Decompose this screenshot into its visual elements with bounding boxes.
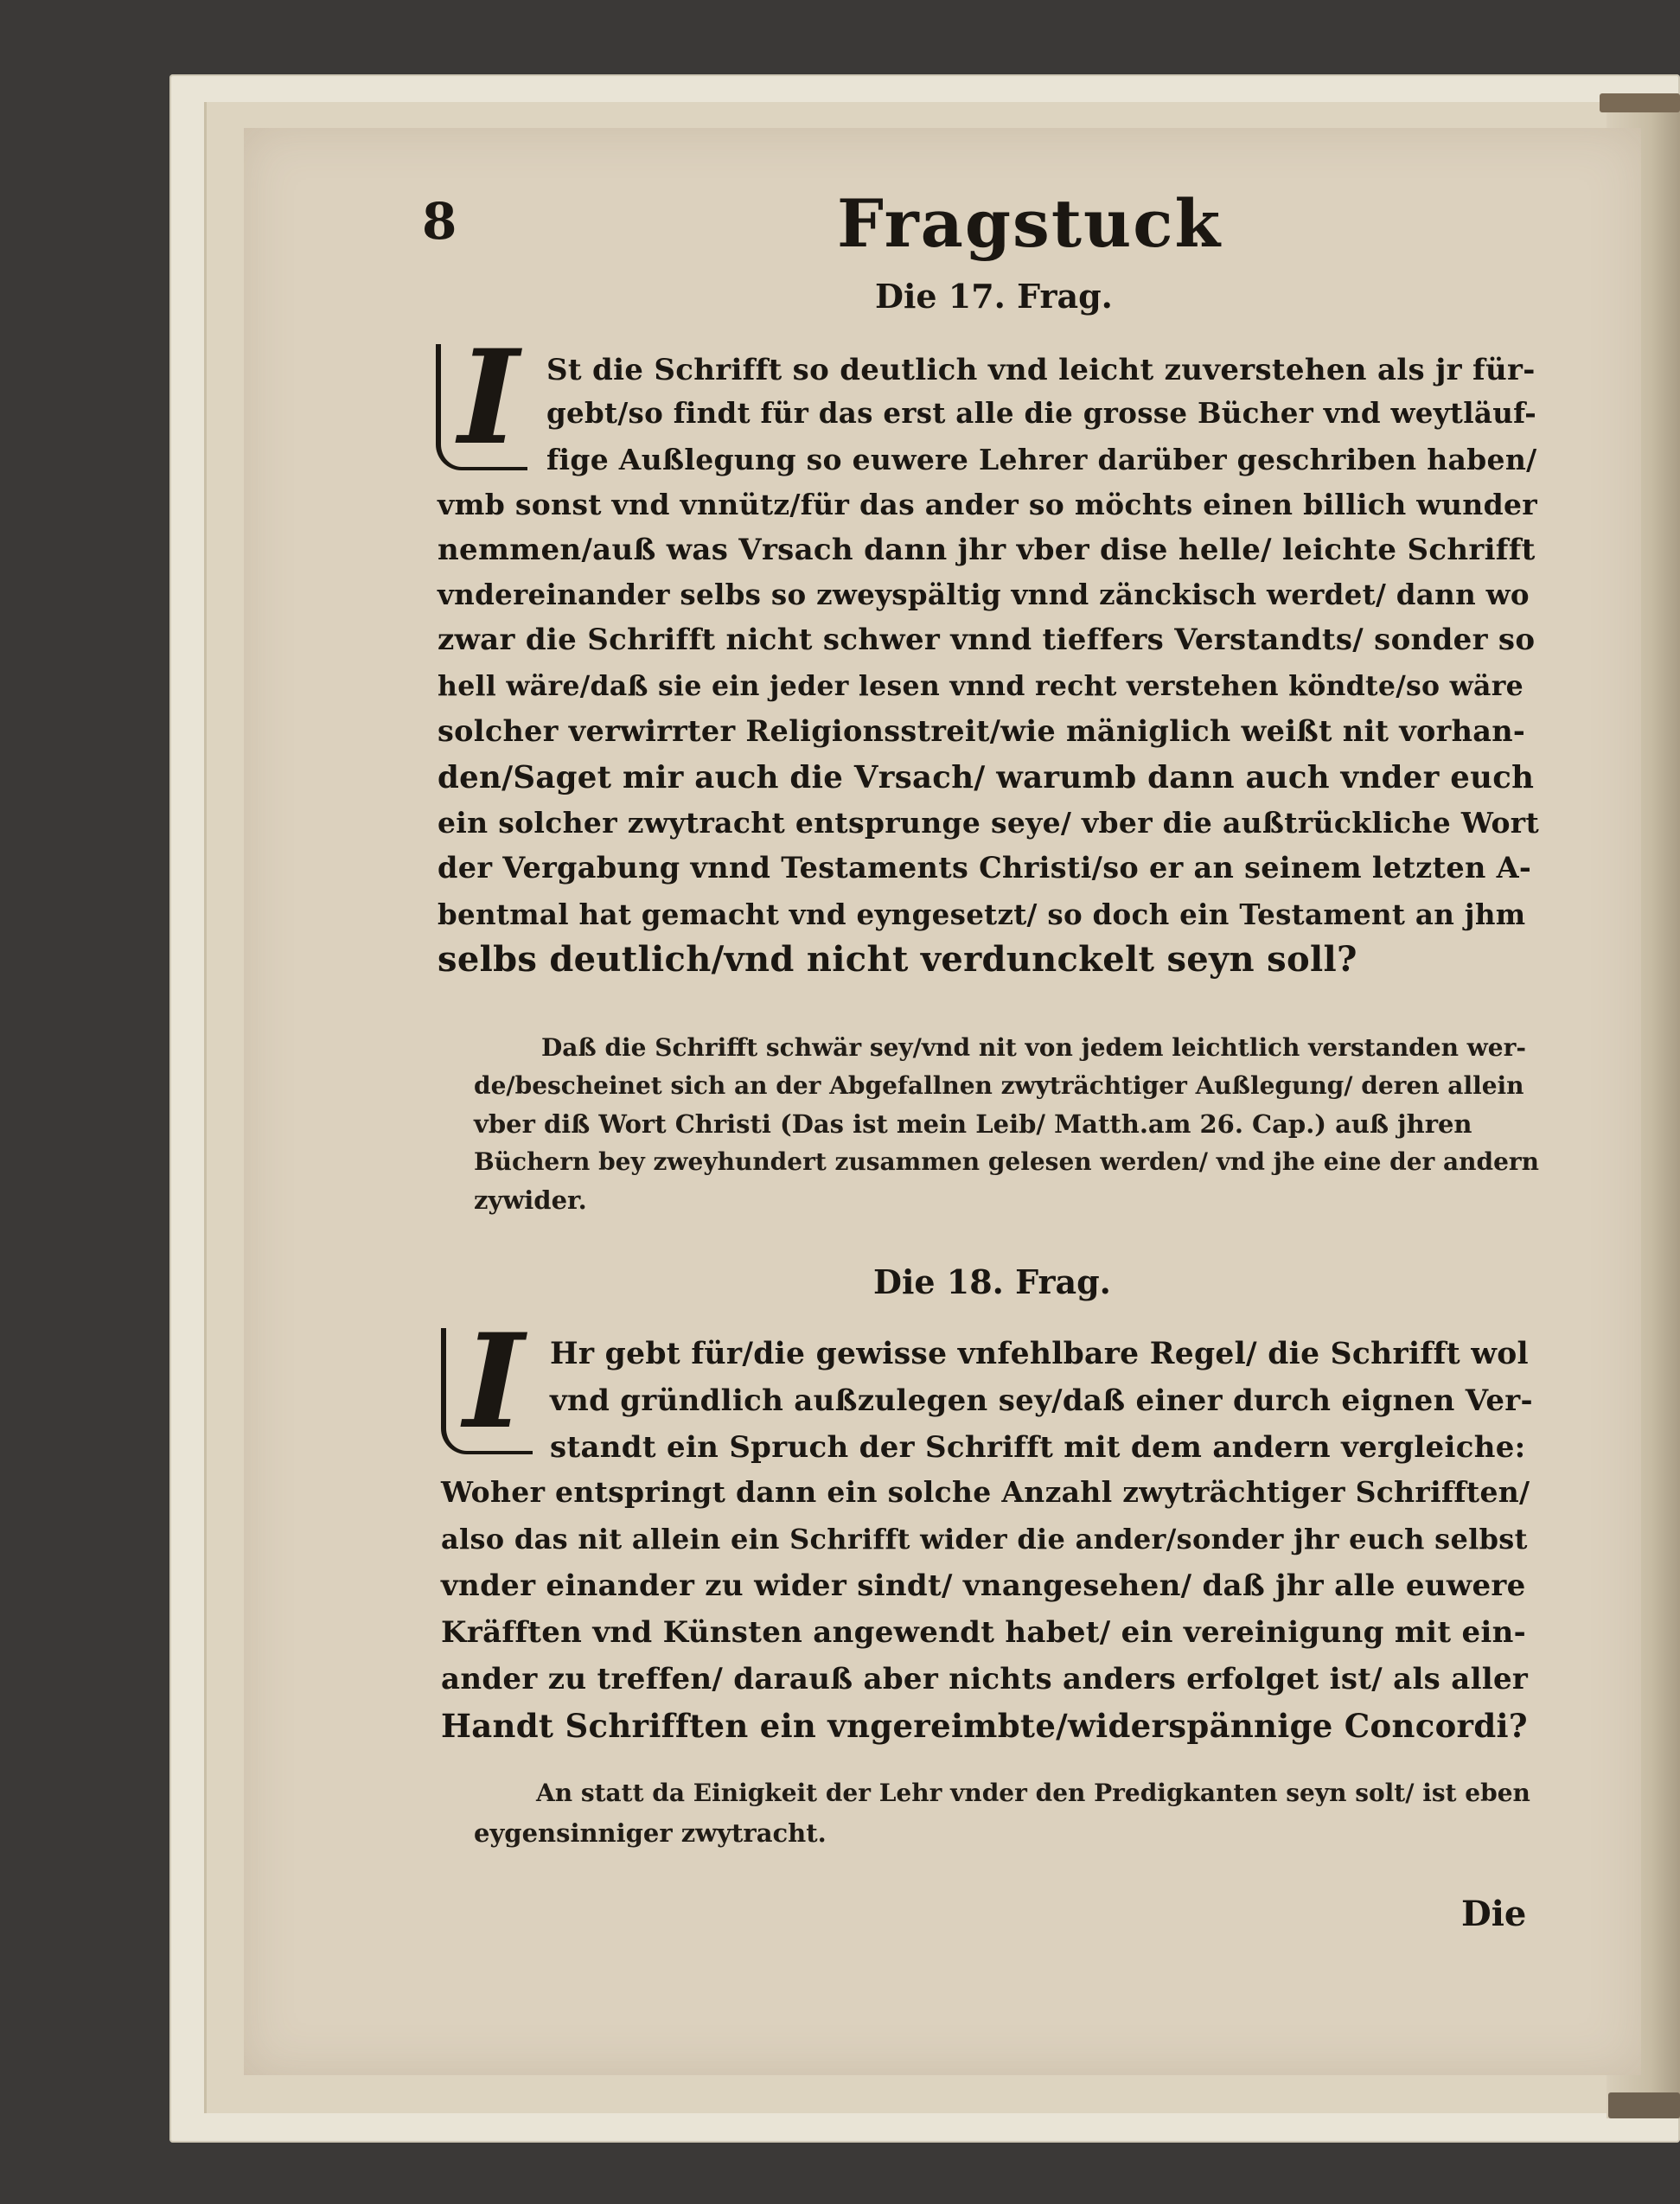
text-line: der Vergabung vnnd Testaments Christi/so er an seinem letzten A- [438,851,1532,885]
decorative-initial: I [463,1306,525,1458]
text-line: den/Saget mir auch die Vrsach/ warumb dann auch vnder euch [438,760,1535,795]
text-line: ein solcher zwytracht entsprunge seye/ vber die außtrückliche Wort [438,806,1540,840]
text-line: ander zu treffen/ darauß aber nichts anders erfolget ist/ als aller [441,1662,1529,1696]
text-line: selbs deutlich/vnd nicht verdunckelt seyn soll? [438,939,1357,980]
question-17-heading: Die 17. Frag. [875,277,1113,316]
text-line: Kräfften vnd Künsten angewendt habet/ ein vereinigung mit ein- [441,1615,1527,1650]
text-line: nemmen/auß was Vrsach dann jhr vber dise helle/ leichte Schrifft [438,533,1536,567]
text-line: vnder einander zu wider sindt/ vnangesehen/ daß jhr alle euwere [441,1568,1526,1603]
note-line: de/bescheinet sich an der Abgefallnen zwyträchtiger Außlegung/ deren allein [474,1071,1524,1100]
text-line: St die Schrifft so deutlich vnd leicht zuverstehen als jr für- [546,353,1536,387]
text-line: hell wäre/daß sie ein jeder lesen vnnd recht verstehen köndte/so wäre [438,670,1523,702]
page-number: 8 [422,192,457,251]
text-line: Hr gebt für/die gewisse vnfehlbare Regel/ die Schrifft wol [550,1337,1529,1371]
binding-clasp-top [1600,93,1680,112]
binding-clasp-bottom [1608,2092,1680,2118]
text-line: bentmal hat gemacht vnd eyngesetzt/ so doch ein Testament an jhm [438,898,1526,931]
text-line: vnd gründlich außzulegen sey/daß einer durch eignen Ver- [550,1383,1533,1418]
text-line: vndereinander selbs so zweyspältig vnnd zänckisch werdet/ dann wo [438,578,1530,611]
text-line: fige Außlegung so euwere Lehrer darüber geschriben haben/ [546,443,1537,476]
note-line: vber diß Wort Christi (Das ist mein Leib/ Matth.am 26. Cap.) auß jhren [474,1109,1472,1139]
note-line: zywider. [474,1185,587,1215]
question-18-heading: Die 18. Frag. [873,1262,1111,1301]
decorative-initial: I [458,322,520,474]
note-line: An statt da Einigkeit der Lehr vnder den Predigkanten seyn solt/ ist eben [536,1779,1530,1807]
note-line: eygensinniger zwytracht. [474,1818,827,1848]
text-line: solcher verwirrter Religionsstreit/wie mäniglich weißt nit vorhan- [438,714,1526,748]
text-line: Handt Schrifften ein vngereimbte/widerspännige Concordi? [441,1707,1528,1745]
text-line: Woher entspringt dann ein solche Anzahl zwyträchtiger Schrifften/ [441,1475,1530,1509]
text-line: vmb sonst vnd vnnütz/für das ander so möchts einen billich wunder [438,488,1537,521]
note-line: Büchern bey zweyhundert zusammen gelesen werden/ vnd jhe eine der andern [474,1147,1540,1176]
running-title: Fragstuck [837,185,1223,262]
catchword: Die [1461,1894,1527,1934]
text-line: gebt/so findt für das erst alle die grosse Bücher vnd weytläuf- [546,396,1537,430]
note-line: Daß die Schrifft schwär sey/vnd nit von jedem leichtlich verstanden wer- [541,1033,1526,1062]
text-line: also das nit allein ein Schrifft wider die ander/sonder jhr euch selbst [441,1523,1528,1556]
text-line: zwar die Schrifft nicht schwer vnnd tieffers Verstandts/ sonder so [438,623,1536,657]
text-line: standt ein Spruch der Schrifft mit dem andern vergleiche: [550,1430,1526,1465]
